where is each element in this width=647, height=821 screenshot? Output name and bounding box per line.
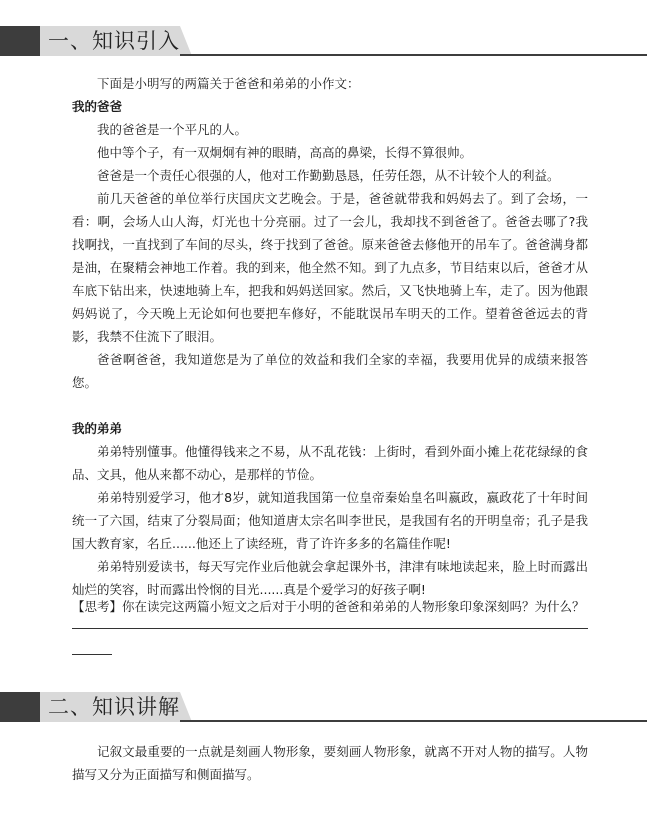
header-rule	[180, 720, 647, 722]
header-accent-bar	[0, 26, 40, 56]
section-header-2	[0, 692, 647, 722]
think-text: 【思考】你在读完这两篇小短文之后对于小明的爸爸和弟弟的人物形象印象深刻吗？为什么？	[72, 599, 585, 614]
essay-paragraph: 弟弟特别爱读书，每天写完作业后他就会拿起课外书，津津有味地读起来，脸上时而露出灿烂的笑容，时而露出怜悯的目光......真是个爱学习的好孩子啊!	[72, 559, 588, 597]
header-accent-bar	[0, 692, 40, 722]
explanation-text: 记叙文最重要的一点就是刻画人物形象，要刻画人物形象，就离不开对人物的描写。人物描写又分为正面描写和侧面描写。	[72, 744, 588, 782]
section-title-1: 一、知识引入	[48, 29, 180, 53]
think-question	[72, 595, 588, 618]
section-header-1	[0, 26, 647, 56]
answer-line[interactable]	[72, 654, 112, 655]
essay-paragraph: 爸爸是一个责任心很强的人，他对工作勤勤恳恳，任劳任怨，从不计较个人的利益。	[97, 168, 560, 183]
essay-paragraph: 弟弟特别爱学习，他才8岁，就知道我国第一位皇帝秦始皇名叫嬴政，嬴政花了十年时间统一了六国，结束了分裂局面；他知道唐太宗名叫李世民，是我国有名的开明皇帝；孔子是我国大教育家，名丘......他还上了读经班，背了许许多多的名篇佳作呢!	[72, 490, 588, 551]
essay-title-father: 我的爸爸	[72, 99, 123, 114]
intro-text: 下面是小明写的两篇关于爸爸和弟弟的小作文：	[97, 76, 360, 91]
answer-line[interactable]	[72, 628, 588, 629]
essay-paragraph: 弟弟特别懂事。他懂得钱来之不易，从不乱花钱：上街时，看到外面小摊上花花绿绿的食品、文具，他从来都不动心，是那样的节俭。	[72, 444, 588, 482]
reading-passages	[72, 72, 588, 601]
essay-paragraph: 他中等个子，有一双炯炯有神的眼睛，高高的鼻梁，长得不算很帅。	[97, 145, 473, 160]
essay-paragraph: 前几天爸爸的单位举行庆国庆文艺晚会。于是，爸爸就带我和妈妈去了。到了会场，一看：啊，会场人山人海，灯光也十分亮丽。过了一会儿，我却找不到爸爸了。爸爸去哪了?我找啊找，一直找到了车间的尽头，终于找到了爸爸。原来爸爸去修他开的吊车了。爸爸满身都是油，在聚精会神地工作着。我的到来，他全然不知。到了九点多，节目结束以后，爸爸才从车底下钻出来，快速地骑上车，把我和妈妈送回家。然后，又飞快地骑上车，走了。因为他跟妈妈说了，今天晚上无论如何也要把车修好，不能耽误吊车明天的工作。望着爸爸远去的背影，我禁不住流下了眼泪。	[72, 191, 588, 344]
essay-paragraph: 爸爸啊爸爸，我知道您是为了单位的效益和我们全家的幸福，我要用优异的成绩来报答您。	[72, 352, 588, 390]
essay-paragraph: 我的爸爸是一个平凡的人。	[97, 122, 248, 137]
header-rule	[180, 54, 647, 56]
essay-title-brother: 我的弟弟	[72, 421, 123, 436]
explanation	[72, 740, 588, 786]
section-title-2: 二、知识讲解	[48, 695, 180, 719]
